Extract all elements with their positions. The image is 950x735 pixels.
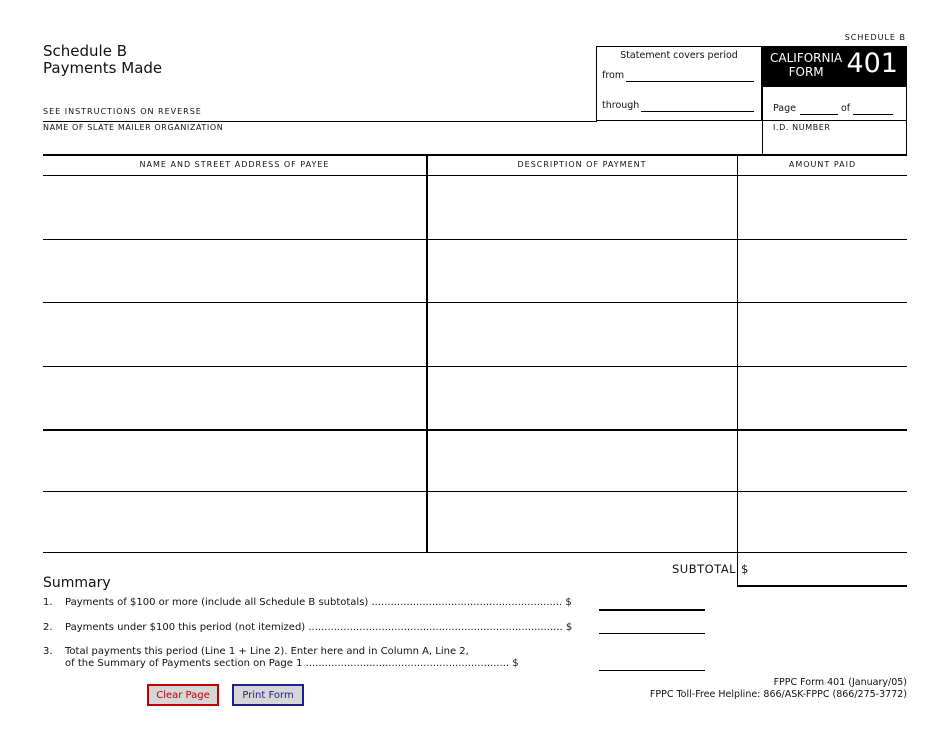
summary-line-2-amount[interactable] bbox=[599, 619, 705, 634]
form-label: FORM bbox=[788, 65, 824, 79]
column-header-description: DESCRIPTION OF PAYMENT bbox=[517, 160, 647, 169]
period-box bbox=[596, 46, 762, 121]
schedule-tag: SCHEDULE B bbox=[844, 33, 906, 42]
org-name-input[interactable] bbox=[46, 134, 746, 148]
description-row-4[interactable] bbox=[429, 368, 736, 428]
org-top-rule bbox=[43, 121, 597, 122]
helpline: FPPC Toll-Free Helpline: 866/ASK-FPPC (866/275-3772) bbox=[649, 689, 907, 700]
amount-row-6[interactable] bbox=[739, 493, 906, 551]
period-label: Statement covers period bbox=[620, 50, 738, 61]
amount-row-4[interactable] bbox=[739, 368, 906, 428]
column-header-amount: AMOUNT PAID bbox=[788, 160, 857, 169]
table-bottom-rule bbox=[43, 552, 907, 553]
amount-row-3[interactable] bbox=[739, 304, 906, 365]
instructions-note: SEE INSTRUCTIONS ON REVERSE bbox=[43, 107, 202, 116]
page-id-box bbox=[762, 87, 907, 155]
column-divider-1 bbox=[426, 155, 428, 553]
summary-line-1-text: Payments of $100 or more (include all Schedule B subtotals) ............................................................ $ bbox=[65, 597, 572, 608]
state-label: CALIFORNIA bbox=[770, 51, 843, 65]
summary-line-2-text: Payments under $100 this period (not itemized) ................................................................................ $ bbox=[65, 622, 573, 633]
payee-row-2[interactable] bbox=[44, 241, 425, 301]
subtotal-currency: $ bbox=[741, 562, 749, 576]
org-name-label: NAME OF SLATE MAILER ORGANIZATION bbox=[43, 123, 224, 132]
form-title bbox=[43, 43, 162, 77]
row-rule-2 bbox=[43, 302, 907, 303]
page-label: Page bbox=[773, 103, 796, 114]
amount-row-5[interactable] bbox=[739, 432, 906, 490]
of-label: of bbox=[841, 103, 851, 114]
through-date-input[interactable] bbox=[641, 97, 754, 112]
summary-line-3-amount[interactable] bbox=[599, 656, 705, 671]
summary-line-2-number: 2. bbox=[43, 622, 53, 633]
title-line-2: Payments Made bbox=[43, 59, 163, 77]
page-number-input[interactable] bbox=[800, 100, 838, 115]
payee-row-4[interactable] bbox=[44, 368, 425, 428]
row-rule-5 bbox=[43, 491, 907, 492]
description-row-3[interactable] bbox=[429, 304, 736, 365]
column-divider-2 bbox=[737, 155, 738, 587]
column-header-payee: NAME AND STREET ADDRESS OF PAYEE bbox=[139, 160, 330, 169]
form-number-box bbox=[762, 46, 907, 87]
title-line-1: Schedule B bbox=[43, 42, 127, 60]
page-total-input[interactable] bbox=[853, 100, 893, 115]
summary-line-3-text-continued: of the Summary of Payments section on Page 1 ................................................................ $ bbox=[65, 658, 519, 669]
payee-row-3[interactable] bbox=[44, 304, 425, 365]
summary-line-3-text: Total payments this period (Line 1 + Line 2). Enter here and in Column A, Line 2, bbox=[65, 646, 469, 657]
id-top-rule bbox=[763, 120, 907, 121]
through-label: through bbox=[602, 100, 640, 111]
subtotal-input[interactable] bbox=[752, 562, 902, 576]
clear-page-button[interactable]: Clear Page bbox=[147, 684, 219, 706]
description-row-1[interactable] bbox=[429, 177, 736, 238]
description-row-5[interactable] bbox=[429, 432, 736, 490]
form-state-block bbox=[770, 51, 842, 79]
row-rule-3 bbox=[43, 366, 907, 367]
from-date-input[interactable] bbox=[626, 67, 754, 82]
amount-row-2[interactable] bbox=[739, 241, 906, 301]
row-rule-1 bbox=[43, 239, 907, 240]
description-row-6[interactable] bbox=[429, 493, 736, 551]
summary-title: Summary bbox=[43, 575, 111, 591]
payee-row-6[interactable] bbox=[44, 493, 425, 551]
summary-line-1-number: 1. bbox=[43, 597, 53, 608]
summary-line-3-number: 3. bbox=[43, 646, 53, 657]
print-form-button[interactable]: Print Form bbox=[232, 684, 304, 706]
subtotal-bottom-rule bbox=[737, 585, 907, 587]
form-number: 401 bbox=[846, 48, 898, 79]
subtotal-label: SUBTOTAL bbox=[672, 562, 737, 576]
summary-line-1-amount[interactable] bbox=[599, 595, 705, 611]
row-rule-4 bbox=[43, 429, 907, 431]
table-top-rule bbox=[43, 154, 907, 156]
id-number-input[interactable] bbox=[771, 135, 899, 149]
amount-row-1[interactable] bbox=[739, 177, 906, 238]
description-row-2[interactable] bbox=[429, 241, 736, 301]
from-label: from bbox=[602, 70, 625, 81]
payee-row-1[interactable] bbox=[44, 177, 425, 238]
form-identifier: FPPC Form 401 (January/05) bbox=[773, 677, 907, 688]
header-bottom-rule bbox=[43, 175, 907, 176]
payee-row-5[interactable] bbox=[44, 432, 425, 490]
id-number-label: I.D. NUMBER bbox=[773, 123, 831, 132]
